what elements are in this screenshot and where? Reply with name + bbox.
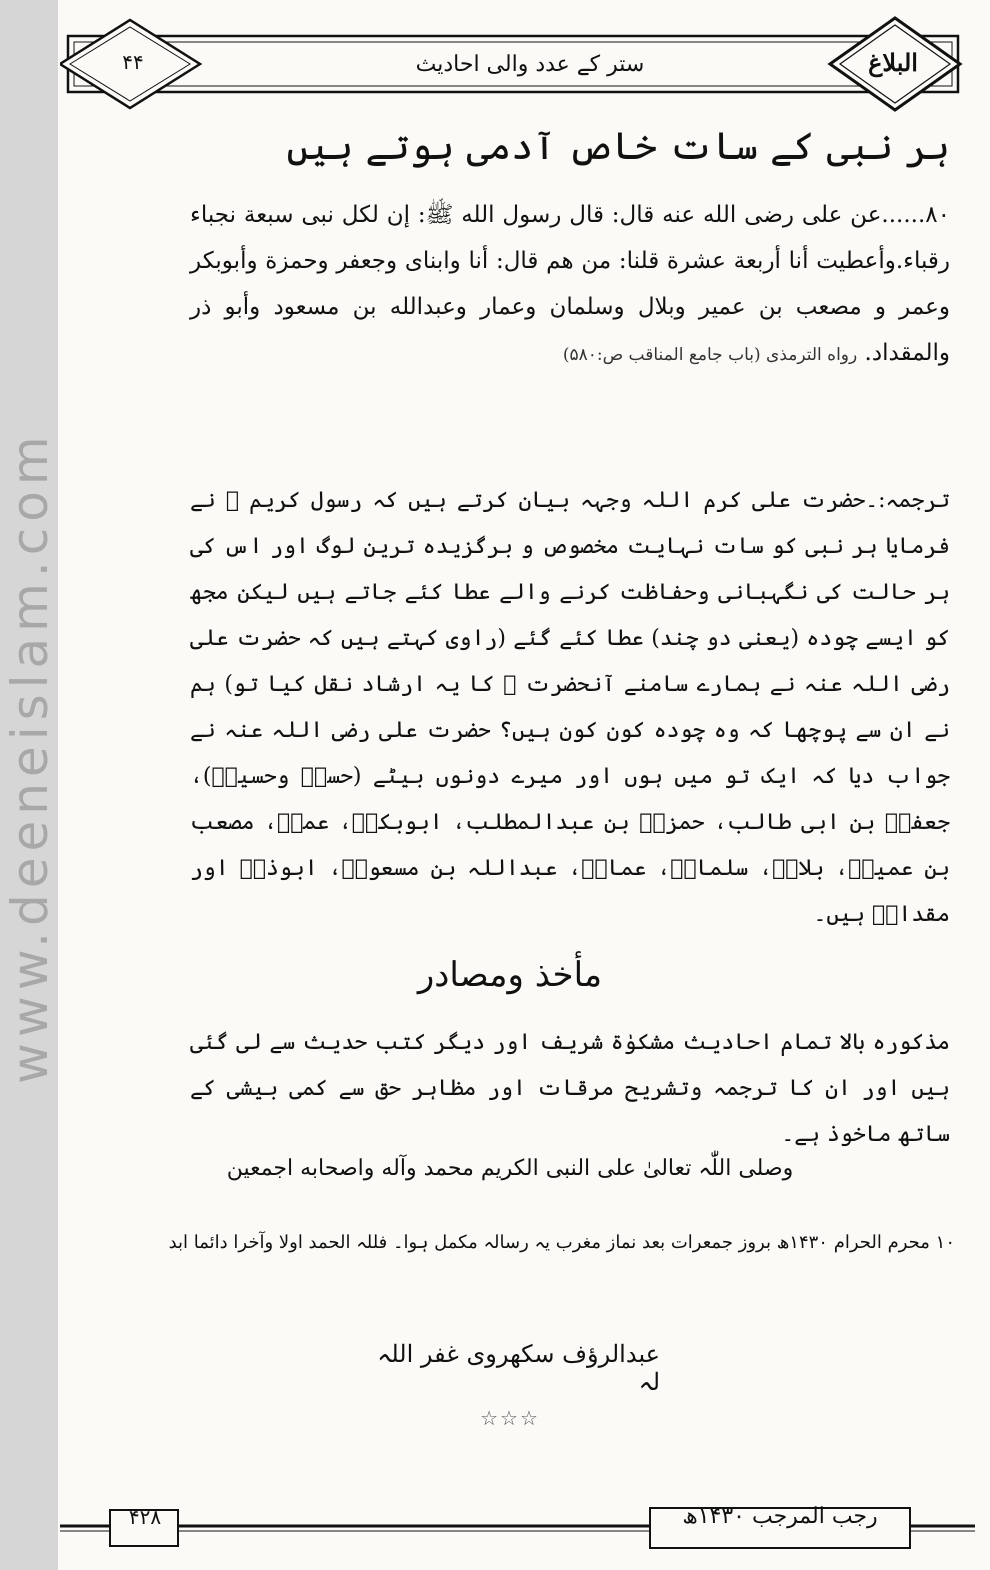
closing-salutation: وصلی اللّٰہ تعالیٰ علی النبی الکریم محمد وآله واصحابه اجمعین [226, 1156, 794, 1181]
page-footer [60, 1490, 975, 1560]
magazine-logo: البلاغ [868, 48, 918, 77]
header-title: ستر کے عدد والی احادیث [415, 52, 645, 77]
hadith-arabic [190, 192, 950, 378]
header-page-number: ۴۴ [122, 50, 144, 74]
footer-issue-date: رجب المرجب ۱۴۳۰ھ [682, 1504, 878, 1529]
footer-page-number: ۴۲۸ [128, 1505, 162, 1529]
section-heading: ہر نبی کے سات خاص آدمی ہوتے ہیں [286, 124, 950, 168]
hadith-translation: ترجمہ:۔حضرت علی کرم اللہ وجہہ بیان کرتے ہیں کہ رسول کریم ﷺ نے فرمایا ہر نبی کو سات نہایت مخصوص و برگزیدہ ترین لوگ اور اس کی ہر حالت کی نگہبانی وحفاظت کرنے والے عطا کئے جاتے ہیں لیکن مجھ کو ایسے چودہ (یعنی دو چند) عطا کئے گئے (راوی کہتے ہیں کہ حضرت علی رضی اللہ عنہ نے ہمارے سامنے آنحضرت ﷺ کا یہ ارشاد نقل کیا تو) ہم نے ان سے پوچھا کہ وہ چودہ کون کون ہیں؟ حضرت علی رضی اللہ عنہ نے جواب دیا کہ ایک تو میں ہوں اور میرے دونوں بیٹے (حسنؓ وحسینؓ)، جعفرؓ بن ابی طالب، حمزہؓ بن عبدالمطلب، ابوبکرؓ، عمرؓ، مصعب بن عمیرؓ، بلالؓ، سلمانؓ، عمارؓ، عبداللہ بن مسعودؓ، ابوذرؓ اور مقدادؓ ہیں۔ [190, 488, 950, 927]
watermark-strip [0, 0, 58, 1570]
hadith-reference: رواه الترمذی (باب جامع المناقب ص:۵۸۰) [562, 345, 858, 365]
hadith-text: ۸۰......عن علی رضی الله عنه قال: قال رسول الله ﷺ: إن لکل نبی سبعة نجباء رقباء.وأعطیت أنا أربعة عشرة قلنا: من هم قال: أنا وابنای وجعفر وحمزة وأبوبکر وعمر و مصعب بن عمیر وبلال وسلمان وعمار وعبدالله بن مسعود وأبو ذر والمقداد. [190, 202, 950, 366]
separator-stars: ☆☆☆ [480, 1406, 540, 1430]
page-header [60, 12, 975, 122]
author-signature: عبدالرؤف سکھروی غفر اللہ لہ [377, 1340, 660, 1396]
watermark-text: www.deeneislam.com [1, 430, 59, 1085]
sources-heading: مأخذ ومصادر [417, 955, 603, 995]
completion-note: ۱۰ محرم الحرام ۱۴۳۰ھ بروز جمعرات بعد نماز مغرب یہ رسالہ مکمل ہوا۔ فللہ الحمد اولا وآخرا دائما ابد [168, 1232, 955, 1253]
sources-paragraph: مذکورہ بالا تمام احادیث مشکوٰۃ شریف اور دیگر کتب حدیث سے لی گئی ہیں اور ان کا ترجمہ وتشریح مرقات اور مظاہر حق سے کمی بیشی کے ساتھ ماخوذ ہے۔ [190, 1030, 950, 1147]
